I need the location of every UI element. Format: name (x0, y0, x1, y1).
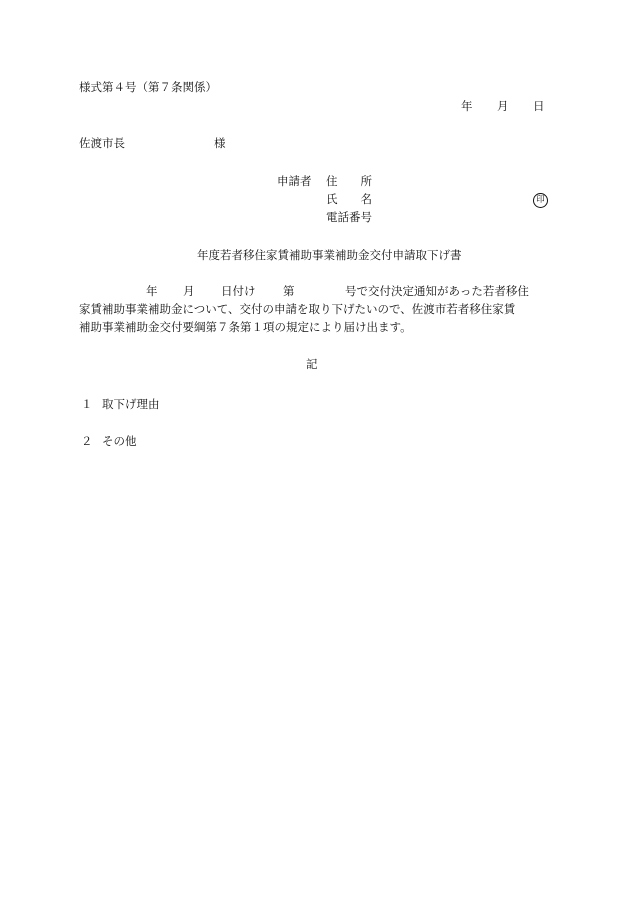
address-label: 住 所 (326, 174, 372, 188)
date-year-label: 年 (461, 99, 473, 113)
document-title: 年度若者移住家賃補助事業補助金交付申請取下げ書 (197, 248, 462, 262)
body-line-2: 家賃補助事業補助金について、交付の申請を取り下げたいので、佐渡市若者移住家賃 (79, 302, 516, 316)
form-number: 様式第４号（第７条関係） (79, 80, 217, 94)
ref-number-prefix: 第 (283, 284, 295, 298)
ref-dated: 日付け (221, 284, 256, 298)
ref-year: 年 (146, 284, 158, 298)
addressee-honorific: 様 (214, 136, 226, 150)
date-month-label: 月 (497, 99, 509, 113)
item-1-text: 取下げ理由 (102, 397, 160, 411)
addressee-name: 佐渡市長 (79, 136, 125, 150)
item-2-text: その他 (102, 434, 137, 448)
item-1-number: １ (81, 397, 93, 411)
date-day-label: 日 (533, 99, 545, 113)
note-heading: 記 (306, 357, 318, 371)
applicant-label: 申請者 (277, 174, 312, 188)
item-2-number: ２ (81, 434, 93, 448)
body-line-3: 補助事業補助金交付要綱第７条第１項の規定により届け出ます。 (79, 320, 412, 334)
name-label: 氏 名 (326, 192, 372, 206)
seal-mark: 印 (533, 193, 548, 208)
phone-label: 電話番号 (326, 210, 372, 224)
body-line-1: 号で交付決定通知があった若者移住 (345, 284, 529, 298)
ref-month: 月 (183, 284, 195, 298)
